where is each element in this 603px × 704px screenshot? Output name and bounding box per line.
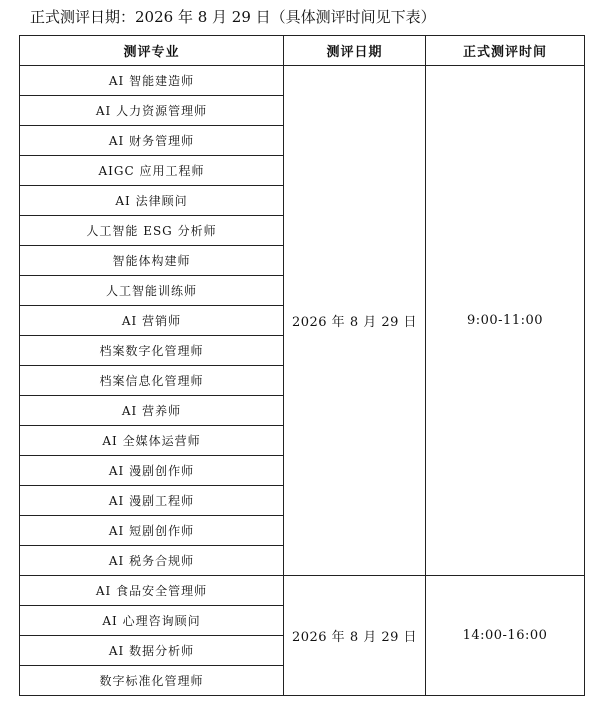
major-cell: 智能体构建师 (20, 246, 284, 276)
major-cell: AI 漫剧工程师 (20, 486, 284, 516)
column-header-time: 正式测评时间 (426, 36, 585, 66)
major-cell: AI 心理咨询顾问 (20, 606, 284, 636)
major-cell: 档案信息化管理师 (20, 366, 284, 396)
column-header-major: 测评专业 (20, 36, 284, 66)
major-cell: 档案数字化管理师 (20, 336, 284, 366)
time-cell: 14:00-16:00 (426, 576, 585, 696)
schedule-body (20, 66, 585, 696)
major-cell: AIGC 应用工程师 (20, 156, 284, 186)
major-cell: 人工智能训练师 (20, 276, 284, 306)
column-header-date: 测评日期 (284, 36, 426, 66)
major-cell: AI 税务合规师 (20, 546, 284, 576)
major-cell: AI 全媒体运营师 (20, 426, 284, 456)
major-cell: AI 数据分析师 (20, 636, 284, 666)
major-cell: AI 漫剧创作师 (20, 456, 284, 486)
header-row (20, 36, 585, 66)
major-cell: 数字标准化管理师 (20, 666, 284, 696)
date-cell: 2026 年 8 月 29 日 (284, 576, 426, 696)
major-cell: AI 营销师 (20, 306, 284, 336)
major-cell: AI 人力资源管理师 (20, 96, 284, 126)
major-cell: 人工智能 ESG 分析师 (20, 216, 284, 246)
major-cell: AI 智能建造师 (20, 66, 284, 96)
major-cell: AI 法律顾问 (20, 186, 284, 216)
table-row (20, 576, 585, 606)
date-cell: 2026 年 8 月 29 日 (284, 66, 426, 576)
major-cell: AI 短剧创作师 (20, 516, 284, 546)
major-cell: AI 营养师 (20, 396, 284, 426)
major-cell: AI 财务管理师 (20, 126, 284, 156)
time-cell: 9:00-11:00 (426, 66, 585, 576)
schedule-table (19, 35, 585, 696)
major-cell: AI 食品安全管理师 (20, 576, 284, 606)
table-row (20, 66, 585, 96)
schedule-heading: 正式测评日期：2026 年 8 月 29 日（具体测评时间见下表） (30, 8, 436, 26)
